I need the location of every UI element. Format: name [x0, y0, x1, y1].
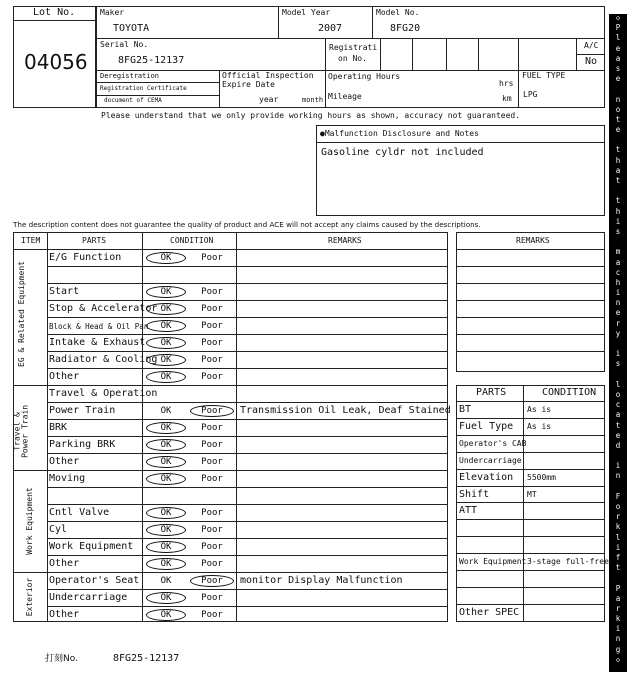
- condition-poor: Poor: [201, 609, 223, 620]
- condition-poor: Poor: [201, 320, 223, 331]
- fuel-type-label: FUEL TYPE: [522, 71, 566, 80]
- model-year-label: Model Year: [282, 8, 331, 17]
- group-label-travel-text: Travel & Power Train: [12, 404, 30, 458]
- serial-value: 8FG25-12137: [118, 55, 185, 66]
- sidebar-char: n: [615, 634, 621, 644]
- spec-value: MT: [527, 490, 537, 499]
- hrs-label: hrs: [499, 79, 514, 88]
- condition-ok: OK: [146, 439, 186, 451]
- group-label-work: Work Equipment: [25, 487, 34, 555]
- sidebar-char: d: [615, 440, 621, 450]
- part-name: Stop & Accelerator: [49, 303, 158, 314]
- spec-part: ATT: [459, 505, 478, 516]
- ac-label: A/C: [584, 41, 599, 50]
- part-name: Work Equipment: [49, 541, 134, 552]
- sidebar-char: f: [615, 552, 621, 562]
- sidebar-char: o: [615, 389, 621, 399]
- ac-value: No: [585, 56, 598, 67]
- month-label: month: [302, 96, 324, 104]
- part-name: Travel & Operation: [49, 388, 158, 399]
- lot-number: 04056: [24, 50, 88, 74]
- sidebar-char: i: [615, 349, 621, 359]
- condition-poor: Poor: [201, 303, 223, 314]
- sidebar-char: n: [615, 298, 621, 308]
- condition-poor: Poor: [201, 473, 223, 484]
- condition-ok: OK: [160, 575, 172, 586]
- sidebar-char: s: [615, 226, 621, 236]
- sidebar-char: t: [615, 114, 621, 124]
- sidebar-char: s: [615, 63, 621, 73]
- sidebar-char: h: [615, 155, 621, 165]
- part-name: Other: [49, 609, 80, 620]
- sidebar-char: r: [615, 603, 621, 613]
- inspection-label: Official Inspection: [222, 71, 314, 80]
- sidebar-char: a: [615, 165, 621, 175]
- condition-header: CONDITION: [170, 236, 214, 245]
- year-label: year: [259, 95, 279, 104]
- condition-poor: Poor: [201, 456, 223, 467]
- sidebar-char: i: [615, 624, 621, 634]
- sidebar-char: i: [615, 216, 621, 226]
- part-name: Intake & Exhaust: [49, 337, 146, 348]
- part-name: Other: [49, 371, 80, 382]
- condition-poor: Poor: [201, 439, 223, 450]
- condition-poor: Poor: [201, 286, 223, 297]
- condition-poor: Poor: [190, 575, 234, 587]
- spec-value: As is: [527, 405, 552, 414]
- model-no-label: Model No.: [376, 8, 420, 17]
- sidebar-char: l: [615, 33, 621, 43]
- serial-label: Serial No.: [100, 40, 149, 49]
- condition-poor: Poor: [201, 371, 223, 382]
- right-remarks-header: REMARKS: [516, 236, 550, 245]
- condition-ok: OK: [146, 524, 186, 536]
- condition-poor: Poor: [201, 592, 223, 603]
- fuel-type-value: LPG: [523, 90, 538, 99]
- condition-poor: Poor: [201, 524, 223, 535]
- sidebar-char: l: [615, 532, 621, 542]
- sidebar-char: P: [615, 583, 621, 593]
- condition-poor: Poor: [201, 558, 223, 569]
- stamp-label: 打刻No.: [45, 654, 78, 664]
- condition-ok: OK: [146, 320, 186, 332]
- spec-part: Other SPEC: [459, 607, 520, 618]
- registration-label: Registrati: [329, 43, 378, 52]
- sidebar-char: c: [615, 267, 621, 277]
- remarks-header: REMARKS: [328, 236, 362, 245]
- spec-part: Work Equipment: [459, 557, 527, 566]
- spec-part: Undercarriage: [459, 456, 522, 465]
- sidebar-char: i: [615, 288, 621, 298]
- registration-label-2: on No.: [338, 54, 367, 63]
- condition-ok: OK: [146, 286, 186, 298]
- condition-poor: Poor: [190, 405, 234, 417]
- part-name: Operator's Seat: [49, 575, 140, 586]
- part-name: Parking BRK: [49, 439, 116, 450]
- condition-ok: OK: [146, 354, 186, 366]
- sidebar-char: ◇: [615, 654, 621, 664]
- sidebar-char: g: [615, 644, 621, 654]
- sidebar-char: t: [615, 563, 621, 573]
- operating-hours-label: Operating Hours: [328, 72, 401, 81]
- spec-part: Fuel Type: [459, 421, 514, 432]
- sidebar-char: s: [615, 359, 621, 369]
- spec-value: 3-stage full-free: [527, 557, 609, 566]
- sidebar-char: o: [615, 104, 621, 114]
- sidebar-char: a: [615, 53, 621, 63]
- condition-ok: OK: [146, 456, 186, 468]
- condition-poor: Poor: [201, 354, 223, 365]
- group-label-travel: [14, 396, 31, 466]
- inspection-label-2: Expire Date: [222, 80, 275, 89]
- sidebar-char: t: [615, 176, 621, 185]
- spec-condition-header: CONDITION: [542, 387, 597, 398]
- part-name: Moving: [49, 473, 86, 484]
- sidebar-char: h: [615, 277, 621, 287]
- maker-label: Maker: [100, 8, 125, 17]
- sidebar-char: e: [615, 74, 621, 84]
- group-label-eg: EG & Related Equipment: [17, 261, 26, 367]
- condition-ok: OK: [146, 337, 186, 349]
- condition-poor: Poor: [201, 422, 223, 433]
- sidebar-char: F: [615, 491, 621, 501]
- remark-text: Transmission Oil Leak, Deaf Stained: [240, 405, 451, 416]
- sidebar-char: k: [615, 522, 621, 532]
- registration-certificate-label: Registration Certificate: [100, 85, 187, 92]
- part-name: BRK: [49, 422, 68, 433]
- sidebar-char: t: [615, 145, 621, 155]
- sidebar-char: r: [615, 318, 621, 328]
- sidebar-char: t: [615, 196, 621, 206]
- part-name: Undercarriage: [49, 592, 128, 603]
- stamp-value: 8FG25-12137: [113, 653, 180, 664]
- part-name: Block & Head & Oil Pan: [49, 322, 149, 331]
- condition-ok: OK: [146, 422, 186, 434]
- maker-value: TOYOTA: [113, 23, 150, 34]
- malfunction-note: Gasoline cyldr not included: [321, 147, 484, 158]
- cema-document-label: document of CEMA: [104, 97, 162, 104]
- part-name: Other: [49, 558, 80, 569]
- location-sidebar: [609, 14, 627, 672]
- sidebar-char: n: [615, 94, 621, 104]
- condition-ok: OK: [146, 252, 186, 264]
- sidebar-char: a: [615, 593, 621, 603]
- condition-poor: Poor: [201, 507, 223, 518]
- spec-part: Shift: [459, 489, 490, 500]
- spec-value: As is: [527, 422, 552, 431]
- condition-ok: OK: [146, 592, 186, 604]
- sidebar-char: e: [615, 125, 621, 135]
- condition-ok: OK: [146, 303, 186, 315]
- sidebar-char: r: [615, 512, 621, 522]
- group-label-exterior: Exterior: [25, 577, 34, 617]
- condition-ok: OK: [146, 473, 186, 485]
- part-name: Start: [49, 286, 80, 297]
- sidebar-char: e: [615, 43, 621, 53]
- sidebar-char: h: [615, 206, 621, 216]
- part-name: Cntl Valve: [49, 507, 110, 518]
- item-header: ITEM: [21, 236, 41, 245]
- model-year-value: 2007: [318, 23, 343, 34]
- deregistration-label: Deregistration: [100, 72, 160, 80]
- sidebar-char: a: [615, 410, 621, 420]
- sidebar-char: e: [615, 308, 621, 318]
- condition-ok: OK: [146, 371, 186, 383]
- part-name: E/G Function: [49, 252, 122, 263]
- sidebar-char: P: [615, 23, 621, 33]
- sidebar-char: c: [615, 400, 621, 410]
- spec-part: Elevation: [459, 472, 514, 483]
- part-name: Power Train: [49, 405, 116, 416]
- sidebar-char: k: [615, 614, 621, 624]
- condition-ok: OK: [146, 609, 186, 621]
- parts-header: PARTS: [82, 236, 107, 245]
- condition-poor: Poor: [201, 541, 223, 552]
- malfunction-title: ●Malfunction Disclosure and Notes: [320, 129, 479, 138]
- condition-ok: OK: [146, 541, 186, 553]
- spec-part: Operator's CAB: [459, 439, 527, 448]
- spec-value: 5500mm: [527, 473, 556, 482]
- sidebar-char: l: [615, 379, 621, 389]
- condition-ok: OK: [146, 558, 186, 570]
- sidebar-char: o: [615, 502, 621, 511]
- working-hours-notice: Please understand that we only provide working hours as shown, accuracy not guaranteed.: [101, 111, 521, 120]
- sidebar-char: e: [615, 430, 621, 440]
- condition-poor: Poor: [201, 252, 223, 263]
- malfunction-box: [316, 125, 605, 216]
- condition-ok: OK: [160, 405, 172, 416]
- condition-ok: OK: [146, 507, 186, 519]
- mileage-label: Mileage: [328, 92, 362, 101]
- sidebar-char: m: [615, 247, 621, 257]
- condition-poor: Poor: [201, 337, 223, 348]
- sidebar-char: ◇: [615, 13, 621, 22]
- part-name: Radiator & Cooling: [49, 354, 158, 365]
- sidebar-char: t: [615, 420, 621, 430]
- part-name: Other: [49, 456, 80, 467]
- km-label: km: [502, 94, 512, 103]
- sidebar-char: n: [615, 471, 621, 481]
- lot-label: Lot No.: [33, 7, 76, 18]
- remark-text: monitor Display Malfunction: [240, 575, 403, 586]
- sidebar-char: y: [615, 328, 621, 338]
- part-name: Cyl: [49, 524, 68, 535]
- spec-parts-header: PARTS: [476, 387, 507, 398]
- sidebar-char: [616, 85, 621, 95]
- spec-part: BT: [459, 404, 472, 415]
- sidebar-char: a: [615, 257, 621, 267]
- model-no-value: 8FG20: [390, 23, 421, 34]
- sidebar-char: i: [615, 461, 621, 471]
- sidebar-char: [616, 574, 621, 584]
- disclaimer: The description content does not guarantee the quality of product and ACE will not accept any claims caused by the descriptions.: [13, 220, 481, 229]
- sidebar-char: i: [615, 542, 621, 552]
